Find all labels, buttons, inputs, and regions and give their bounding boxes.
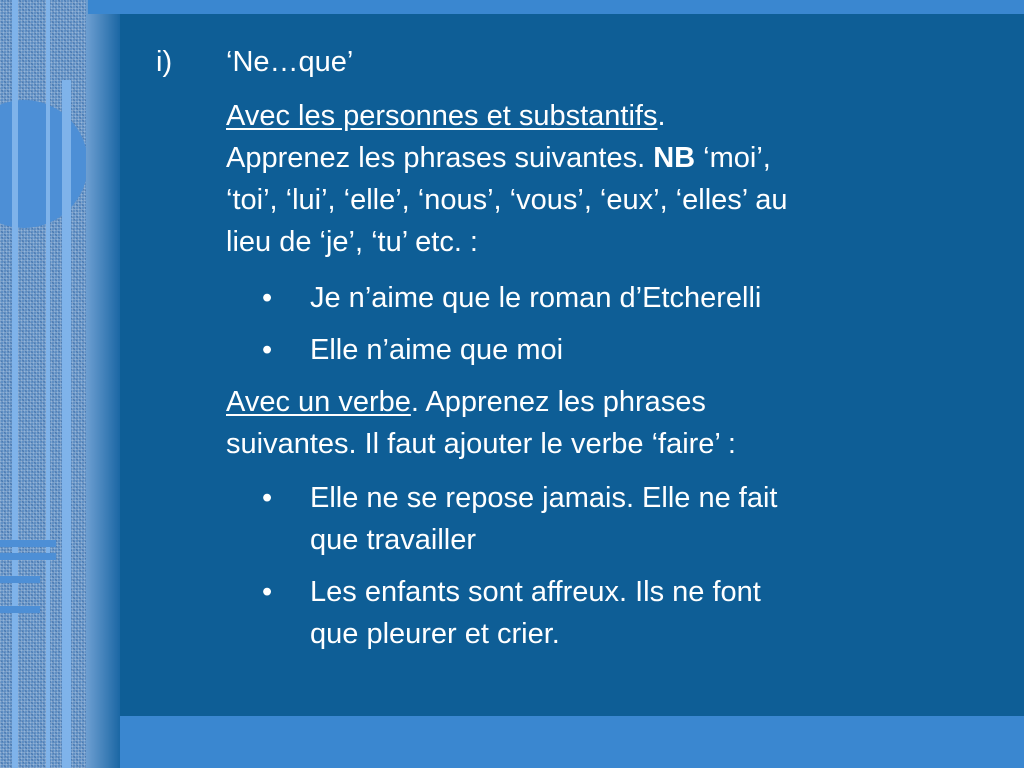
heading-marker: i) [156,46,173,78]
para2-underlined: Avec un verbe [226,386,411,418]
bullet-marker: • [262,576,273,608]
bullet-marker: • [262,334,273,366]
para1-line1 [226,98,666,134]
para1-line2-end: ‘moi’, [703,142,771,174]
para1-line3: ‘toi’, ‘lui’, ‘elle’, ‘nous’, ‘vous’, ‘eux’, ‘elles’ au [226,184,788,216]
para1-line2 [226,140,771,176]
heading-title: ‘Ne…que’ [226,46,354,78]
bullet-text: Je n’aime que le roman d’Etcherelli [310,282,762,314]
para1-underlined: Avec les personnes et substantifs [226,100,658,132]
bullet-text: Elle n’aime que moi [310,334,564,366]
para1-nb: NB [653,142,696,174]
bullet-text: Les enfants sont affreux. Ils ne font [310,576,761,608]
bullet-text: que travailler [310,524,477,556]
para2-line2: suivantes. Il faut ajouter le verbe ‘faire’ : [226,428,736,460]
para2-line1 [226,384,706,420]
bullet-marker: • [262,282,273,314]
decorative-bottom-bar [120,716,1024,768]
para2-rest: . Apprenez les phrases [410,386,706,418]
bullet-text: Elle ne se repose jamais. Elle ne fait [310,482,778,514]
para1-line2-start: Apprenez les phrases suivantes. [226,142,646,174]
bullet-text: que pleurer et crier. [310,618,560,650]
para1-period: . [657,100,666,132]
para1-line4: lieu de ‘je’, ‘tu’ etc. : [226,226,478,258]
bullet-marker: • [262,482,273,514]
